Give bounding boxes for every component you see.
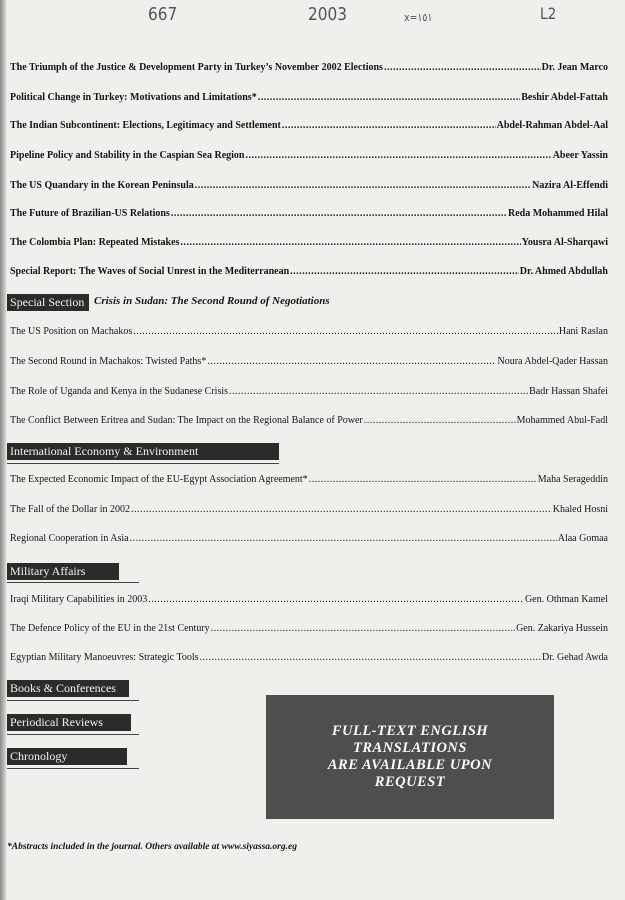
entry-author: Dr. Gehad Awda xyxy=(541,652,608,663)
leader-dots xyxy=(290,266,519,277)
entry-title: The Conflict Between Eritrea and Sudan: The Impact on the Regional Balance of Power xyxy=(10,415,363,426)
entry-title: Special Report: The Waves of Social Unrest in the Mediterranean xyxy=(10,266,290,277)
entry-title: The Indian Subcontinent: Elections, Legitimacy and Settlement xyxy=(10,120,281,131)
section-header-military: Military Affairs xyxy=(7,563,119,580)
entry-author: Khaled Hosni xyxy=(552,504,608,515)
section-header-chronology: Chronology xyxy=(7,748,127,765)
handwritten-note: 2003 xyxy=(308,4,347,25)
section-rule xyxy=(7,700,139,701)
entry-title: The Future of Brazilian-US Relations xyxy=(10,208,170,219)
toc-entry xyxy=(10,266,608,277)
entry-author: Alaa Gomaa xyxy=(557,533,608,544)
leader-dots xyxy=(133,326,558,337)
entry-author: Reda Mohammed Hilal xyxy=(508,208,608,219)
entry-title: Political Change in Turkey: Motivations and Limitations* xyxy=(10,92,257,103)
handwritten-note: 667 xyxy=(148,4,178,25)
toc-entry xyxy=(10,474,608,485)
entry-author: Nazira Al-Effendi xyxy=(532,180,608,191)
entry-title: The Fall of the Dollar in 2002 xyxy=(10,504,130,515)
entry-author: Noura Abdel-Qader Hassan xyxy=(497,356,608,367)
translation-notice-box xyxy=(266,695,554,819)
toc-entry xyxy=(10,623,608,634)
entry-author: Dr. Ahmed Abdullah xyxy=(519,266,608,277)
entry-title: The Expected Economic Impact of the EU-Egypt Association Agreement* xyxy=(10,474,308,485)
section-header-books: Books & Conferences xyxy=(7,680,129,697)
leader-dots xyxy=(207,356,496,367)
section-subtitle: Crisis in Sudan: The Second Round of Negotiations xyxy=(94,295,330,307)
toc-entry xyxy=(10,120,608,131)
section-rule xyxy=(7,768,139,769)
leader-dots xyxy=(200,652,541,663)
leader-dots xyxy=(130,533,557,544)
leader-dots xyxy=(364,415,516,426)
section-header-special: Special Section xyxy=(7,294,89,311)
entry-title: The Second Round in Machakos: Twisted Paths* xyxy=(10,356,207,367)
entry-author: Abeer Yassin xyxy=(552,150,608,161)
entry-title: The Defence Policy of the EU in the 21st Century xyxy=(10,623,210,634)
toc-entry xyxy=(10,150,608,161)
toc-entry xyxy=(10,415,608,426)
entry-title: Egyptian Military Manoeuvres: Strategic Tools xyxy=(10,652,199,663)
toc-entry xyxy=(10,533,608,544)
entry-author: Mohammed Abul-Fadl xyxy=(516,415,608,426)
leader-dots xyxy=(309,474,537,485)
entry-title: Pipeline Policy and Stability in the Caspian Sea Region xyxy=(10,150,245,161)
entry-author: Hani Raslan xyxy=(558,326,608,337)
handwritten-note: L2 xyxy=(540,4,557,23)
section-header-periodicals: Periodical Reviews xyxy=(7,714,131,731)
toc-entry xyxy=(10,62,608,73)
entry-author: Yousra Al-Sharqawi xyxy=(521,237,608,248)
toc-entry xyxy=(10,92,608,103)
entry-author: Badr Hassan Shafei xyxy=(529,386,608,397)
toc-entry xyxy=(10,652,608,663)
section-rule xyxy=(7,582,139,583)
leader-dots xyxy=(245,150,551,161)
translation-notice-text: FULL-TEXT ENGLISH TRANSLATIONS ARE AVAILABLE UPON REQUEST xyxy=(327,723,493,790)
section-rule xyxy=(7,463,279,464)
entry-title: Regional Cooperation in Asia xyxy=(10,533,129,544)
leader-dots xyxy=(148,594,524,605)
toc-entry xyxy=(10,208,608,219)
entry-author: Gen. Zakariya Hussein xyxy=(516,623,608,634)
entry-author: Abdel-Rahman Abdel-Aal xyxy=(496,120,608,131)
leader-dots xyxy=(384,62,541,73)
toc-entry xyxy=(10,326,608,337)
entry-title: Iraqi Military Capabilities in 2003 xyxy=(10,594,148,605)
footnote: *Abstracts included in the journal. Others available at www.siyassa.org.eg xyxy=(7,842,297,852)
handwritten-note: x=١٥١ xyxy=(404,11,433,24)
toc-entry xyxy=(10,504,608,515)
leader-dots xyxy=(229,386,528,397)
toc-entry xyxy=(10,356,608,367)
entry-author: Beshir Abdel-Fattah xyxy=(521,92,608,103)
leader-dots xyxy=(282,120,496,131)
leader-dots xyxy=(131,504,552,515)
entry-author: Gen. Othman Kamel xyxy=(524,594,608,605)
entry-title: The Triumph of the Justice & Development Party in Turkey’s November 2002 Elections xyxy=(10,62,383,73)
leader-dots xyxy=(195,180,531,191)
entry-title: The Colombia Plan: Repeated Mistakes xyxy=(10,237,180,248)
entry-title: The US Position on Machakos xyxy=(10,326,133,337)
toc-entry xyxy=(10,386,608,397)
entry-title: The Role of Uganda and Kenya in the Sudanese Crisis xyxy=(10,386,229,397)
leader-dots xyxy=(180,237,520,248)
toc-entry xyxy=(10,180,608,191)
toc-entry xyxy=(10,594,608,605)
section-rule xyxy=(7,734,139,735)
entry-author: Dr. Jean Marco xyxy=(541,62,608,73)
leader-dots xyxy=(258,92,521,103)
leader-dots xyxy=(171,208,507,219)
entry-title: The US Quandary in the Korean Peninsula xyxy=(10,180,194,191)
toc-entry xyxy=(10,237,608,248)
binding-edge xyxy=(0,0,7,900)
section-header-economy: International Economy & Environment xyxy=(7,443,279,460)
leader-dots xyxy=(211,623,515,634)
entry-author: Maha Serageddin xyxy=(537,474,608,485)
